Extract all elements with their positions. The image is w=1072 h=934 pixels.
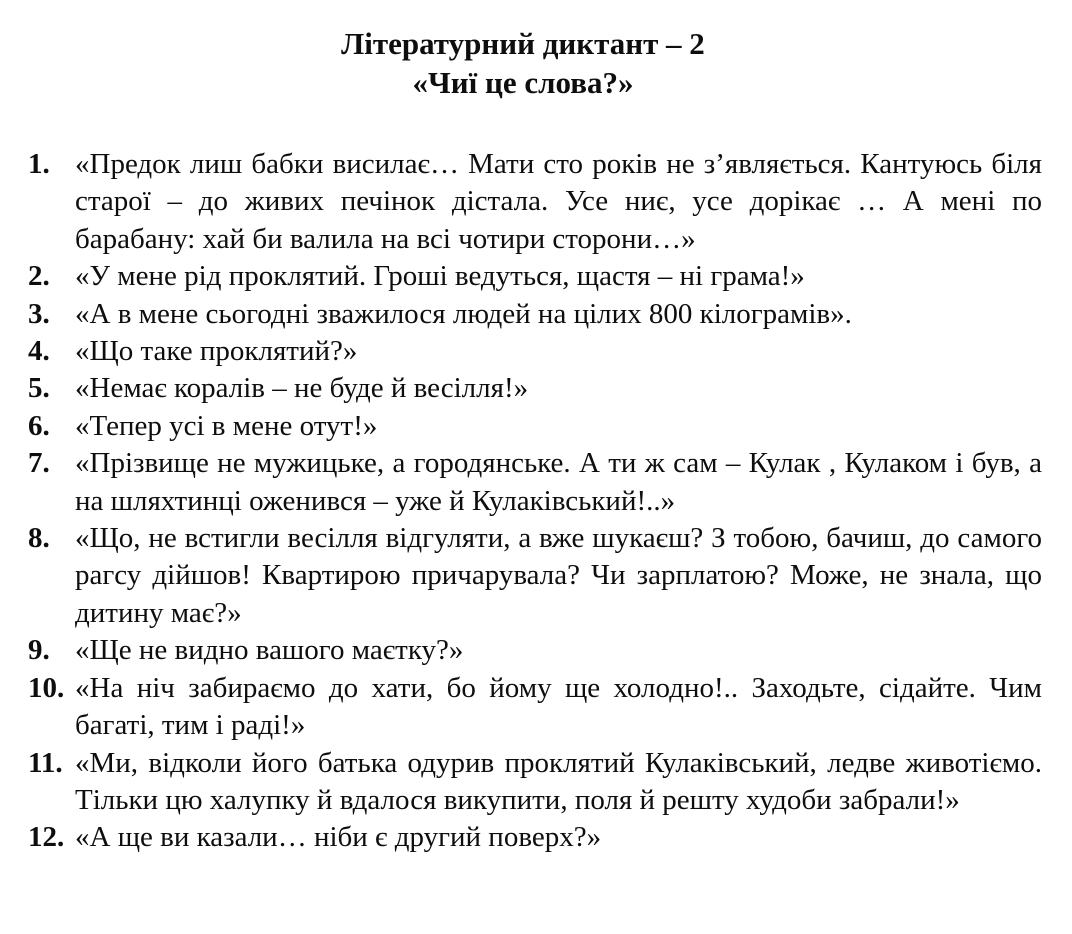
quote-item xyxy=(28,745,1042,820)
quote-text: «На ніч забираємо до хати, бо йому ще холодно!.. Заходьте, сідайте. Чим багаті, тим і раді!» xyxy=(75,671,1042,742)
item-number: 3. xyxy=(28,297,50,330)
item-number: 5. xyxy=(28,372,50,405)
item-number: 6. xyxy=(28,409,50,442)
item-number: 4. xyxy=(28,335,50,368)
item-number: 9. xyxy=(28,634,50,667)
item-number: 12. xyxy=(28,821,65,854)
quote-text: «Тепер усі в мене отут!» xyxy=(75,409,378,442)
item-number: 8. xyxy=(28,522,50,555)
quote-item xyxy=(28,146,1042,258)
item-number: 10. xyxy=(28,671,65,704)
quote-text: «Предок лиш бабки висилає… Мати сто років не з’являється. Кантуюсь біля старої – до живих печінок дістала. Усе ниє, усе дорікає … А мені по барабану: хай би валила на всі чотири сторони…» xyxy=(75,148,1042,255)
item-number: 1. xyxy=(28,148,50,180)
quote-text: «Що, не встигли весілля відгуляти, а вже шукаєш? З тобою, бачиш, до самого рагсу дійшов! Квартирою причарувала? Чи зарплатою? Може, не знала, що дитину має?» xyxy=(75,522,1042,629)
item-number: 2. xyxy=(28,260,50,293)
item-number: 7. xyxy=(28,447,50,480)
quote-text: «Ми, відколи його батька одурив проклятий Кулаківський, ледве животіємо. Тільки цю халупку й вдалося викупити, поля й решту худоби забрали!» xyxy=(75,746,1042,816)
quote-text: «У мене рід проклятий. Гроші ведуться, щастя – ні грама!» xyxy=(75,260,805,293)
quote-item xyxy=(28,258,1042,295)
quote-item xyxy=(28,296,1042,333)
page-subtitle: «Чиї це слова?» xyxy=(412,65,634,100)
quote-text: «Що таке проклятий?» xyxy=(75,335,358,368)
quote-item xyxy=(28,333,1042,370)
quote-item xyxy=(28,670,1042,745)
quote-item xyxy=(28,408,1042,445)
quote-text: «Немає коралів – не буде й весілля!» xyxy=(75,372,529,405)
item-number: 11. xyxy=(28,746,63,779)
quote-item xyxy=(28,370,1042,407)
quote-item xyxy=(28,520,1042,632)
quote-text: «А ще ви казали… ніби є другий поверх?» xyxy=(75,821,602,854)
quote-list xyxy=(28,146,1042,857)
quote-item xyxy=(28,819,1042,856)
quote-text: «Прізвище не мужицьке, а городянське. А ти ж сам – Кулак , Кулаком і був, а на шляхтинці оженився – уже й Кулаківський!..» xyxy=(75,447,1042,517)
document-header xyxy=(28,24,1018,102)
quote-text: «А в мене сьогодні зважилося людей на цілих 800 кілограмів». xyxy=(75,297,852,330)
quote-item xyxy=(28,445,1042,520)
page-title: Літературний диктант – 2 xyxy=(341,26,705,61)
quote-item xyxy=(28,632,1042,669)
quote-text: «Ще не видно вашого маєтку?» xyxy=(75,634,464,667)
